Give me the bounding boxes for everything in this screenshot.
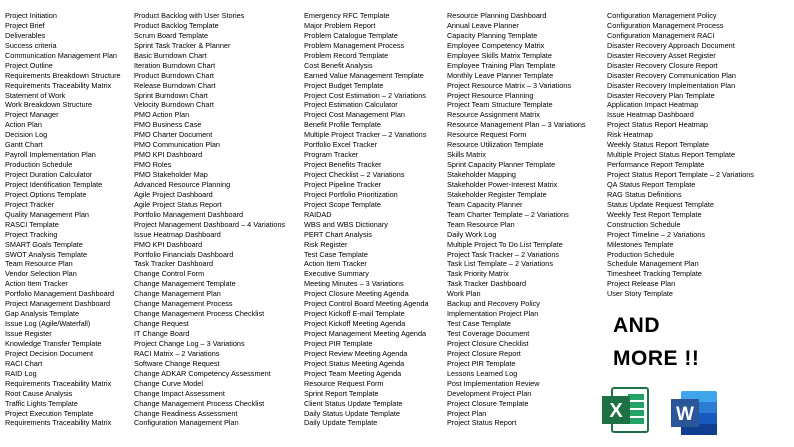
template-list-item: Test Case Template: [304, 249, 368, 259]
template-list-item: Project Resource Planning: [447, 90, 534, 100]
template-list-item: Project Outline: [5, 60, 53, 70]
template-list-item: Application Impact Heatmap: [607, 100, 699, 110]
template-list-item: Client Status Update Template: [304, 398, 403, 408]
template-list-item: Project Status Report: [447, 418, 517, 428]
template-list-item: User Story Template: [607, 289, 673, 299]
template-list-column-2: [134, 11, 302, 428]
template-list-item: Statement of Work: [5, 90, 66, 100]
template-list-item: Project Pipeline Tracker: [304, 179, 382, 189]
template-list-item: Agile Project Dashboard: [134, 189, 213, 199]
template-list-item: Software Change Request: [134, 358, 220, 368]
template-list-item: Release Burndown Chart: [134, 80, 216, 90]
and-more-line-2: MORE !!: [613, 347, 700, 370]
and-more-callout: [613, 310, 733, 374]
template-list-item: Backup and Recovery Policy: [447, 299, 540, 309]
template-list-column-3: [304, 11, 446, 428]
template-list-item: Portfolio Management Dashboard: [5, 289, 115, 299]
template-list-item: PMO Roles: [134, 160, 172, 170]
template-list-item: Traffic Lights Template: [5, 398, 78, 408]
template-list-item: Change Readiness Assessment: [134, 408, 238, 418]
template-list-item: IT Change Board: [134, 329, 190, 338]
template-list-item: Construction Schedule: [607, 219, 681, 229]
template-list-item: Problem Catalogue Template: [304, 30, 398, 40]
template-list-item: RAID Log: [5, 368, 37, 378]
template-list-item: Performance Report Template: [607, 160, 705, 170]
template-list-item: Production Schedule: [607, 249, 675, 259]
template-list-item: Change Management Plan: [134, 289, 221, 299]
template-list-item: Gantt Chart: [5, 140, 43, 150]
template-list-item: Team Resource Plan: [5, 259, 73, 269]
word-icon-letter: W: [676, 404, 694, 425]
template-list-item: Deliverables: [5, 30, 46, 40]
template-list-item: Project Tracker: [5, 199, 55, 209]
template-list-item: Timesheet Tracking Template: [607, 269, 702, 279]
template-list-item: Daily Status Update Template: [304, 408, 400, 418]
template-list-item: Disaster Recovery Asset Register: [607, 50, 716, 60]
template-list-item: Sprint Capacity Planner Template: [447, 160, 556, 170]
template-list-item: Product Backlog Template: [134, 20, 219, 30]
template-list-item: Milestones Template: [607, 239, 674, 249]
template-list-item: Lessons Learned Log: [447, 368, 518, 378]
template-list-item: PMO Charter Document: [134, 130, 213, 140]
template-list-item: Project Identification Template: [5, 179, 103, 189]
template-list-item: Resource Assignment Matrix: [447, 110, 540, 120]
template-list-item: Change Management Template: [134, 279, 236, 289]
template-list-item: QA Status Report Template: [607, 179, 696, 189]
template-list-item: Executive Summary: [304, 269, 369, 279]
template-list-item: Project Benefits Tracker: [304, 160, 382, 170]
template-list-item: Task Priority Matrix: [447, 269, 509, 279]
template-list-item: Weekly Test Report Template: [607, 209, 702, 219]
template-list-item: Emergency RFC Template: [304, 11, 390, 20]
template-list-item: Issue Register: [5, 329, 52, 338]
template-list-item: Daily Update Template: [304, 418, 378, 428]
template-list-item: Project Portfolio Prioritization: [304, 189, 398, 199]
template-list-item: Gap Analysis Template: [5, 309, 80, 319]
template-list-item: Project Team Structure Template: [447, 100, 553, 110]
template-list-item: Work Breakdown Structure: [5, 100, 93, 110]
template-list-item: Decision Log: [5, 130, 48, 140]
template-list-item: Change Curve Model: [134, 378, 203, 388]
template-list-item: Change ADKAR Competency Assessment: [134, 368, 271, 378]
template-list-item: Project Control Board Meeting Agenda: [304, 299, 429, 309]
template-list-item: Project Estimation Calculator: [304, 100, 398, 110]
template-list-item: Issue Log (Agile/Waterfall): [5, 319, 91, 329]
template-list-item: Action Plan: [5, 120, 42, 130]
template-list-item: RACI Matrix – 2 Variations: [134, 348, 220, 358]
template-list-item: Requirements Breakdown Structure: [5, 70, 121, 80]
template-list-item: Configuration Management RACI: [607, 30, 715, 40]
template-list-item: Project Options Template: [5, 189, 87, 199]
template-list-item: Knowledge Transfer Template: [5, 338, 102, 348]
template-list-item: Project Closure Checklist: [447, 338, 529, 348]
template-list-item: Status Update Request Template: [607, 199, 714, 209]
template-list-column-5: [607, 11, 794, 299]
template-list-item: Multiple Project Status Report Template: [607, 150, 736, 160]
template-list-item: PMO KPI Dashboard: [134, 150, 203, 160]
template-list-item: Project Closure Meeting Agenda: [304, 289, 409, 299]
template-list-item: Problem Management Process: [304, 40, 405, 50]
template-list-item: Task Tracker Dashboard: [134, 259, 214, 269]
template-list-item: Configuration Management Plan: [134, 418, 239, 428]
template-list-column-4: [447, 11, 607, 428]
template-list-item: Stakeholder Mapping: [447, 170, 516, 179]
template-list-item: Project Management Dashboard: [5, 299, 111, 309]
template-list-item: Program Tracker: [304, 150, 359, 160]
template-list-item: Multiple Project To Do List Template: [447, 239, 563, 249]
template-list-item: Schedule Management Plan: [607, 259, 699, 269]
template-list-item: Portfolio Management Dashboard: [134, 209, 244, 219]
template-list-item: Resource Planning Dashboard: [447, 11, 547, 20]
template-list-item: Project Change Log – 3 Variations: [134, 338, 245, 348]
template-list-item: Project Closure Template: [447, 398, 529, 408]
template-list-item: Resource Management Plan – 3 Variations: [447, 120, 586, 130]
template-list-item: Employee Competency Matrix: [447, 40, 545, 50]
template-list-item: Requirements Traceability Matrix: [5, 80, 112, 90]
template-list-item: Issue Heatmap Dashboard: [134, 229, 221, 239]
template-list-item: Project Decision Document: [5, 348, 94, 358]
template-list-item: Sprint Burndown Chart: [134, 90, 208, 100]
template-list-item: Skills Matrix: [447, 150, 486, 160]
template-list-item: Project Team Meeting Agenda: [304, 368, 402, 378]
template-list-item: Root Cause Analysis: [5, 388, 73, 398]
word-icon: [667, 387, 719, 439]
template-list-item: Team Charter Template – 2 Variations: [447, 209, 569, 219]
template-list-item: Earned Value Management Template: [304, 70, 424, 80]
template-list-item: Project Resource Matrix – 3 Variations: [447, 80, 571, 90]
template-list-item: Basic Burndown Chart: [134, 50, 207, 60]
template-list-item: Risk Heatmap: [607, 130, 653, 140]
template-list-item: Portfolio Excel Tracker: [304, 140, 377, 150]
template-list-item: RASCI Template: [5, 219, 59, 229]
template-list-item: Project Management Dashboard – 4 Variations: [134, 219, 286, 229]
template-list-item: PMO Stakeholder Map: [134, 170, 208, 179]
template-list-item: Project Budget Template: [304, 80, 384, 90]
template-list-item: Test Case Template: [447, 319, 511, 329]
template-list-item: Project Brief: [5, 20, 45, 30]
template-list-item: Action Item Tracker: [304, 259, 367, 269]
template-list-item: Daily Work Log: [447, 229, 497, 239]
template-list-item: Change Management Process Checklist: [134, 398, 265, 408]
template-list-item: Project Status Meeting Agenda: [304, 358, 405, 368]
template-list-item: PMO Action Plan: [134, 110, 190, 120]
template-list-item: Benefit Profile Template: [304, 120, 381, 130]
template-list-item: Task List Template – 2 Variations: [447, 259, 553, 269]
template-list-item: Project Management Meeting Agenda: [304, 329, 427, 338]
template-list-item: Change Impact Assessment: [134, 388, 225, 398]
template-list-item: Team Capacity Planner: [447, 199, 523, 209]
template-list-item: PMO KPI Dashboard: [134, 239, 203, 249]
template-list-item: Configuration Management Process: [607, 20, 724, 30]
template-list-item: Velocity Burndown Chart: [134, 100, 214, 110]
template-list-item: Change Management Process: [134, 299, 233, 309]
template-list-item: Project Review Meeting Agenda: [304, 348, 408, 358]
template-list-item: WBS and WBS Dictionary: [304, 219, 388, 229]
template-list-item: Cost Benefit Analysis: [304, 60, 373, 70]
template-list-item: Resource Request Form: [304, 378, 384, 388]
template-list-item: Sprint Task Tracker & Planner: [134, 40, 231, 50]
template-list-item: SMART Goals Template: [5, 239, 83, 249]
template-list-item: Project Execution Template: [5, 408, 94, 418]
template-list-item: Requirements Traceability Matrix: [5, 378, 112, 388]
template-list-item: Risk Register: [304, 239, 348, 249]
template-list-item: Quality Management Plan: [5, 209, 89, 219]
template-list-item: RAG Status Definitions: [607, 189, 682, 199]
template-list-item: Employee Training Plan Template: [447, 60, 556, 70]
template-list-item: Production Schedule: [5, 160, 73, 170]
template-list-item: Project Scope Template: [304, 199, 381, 209]
template-list-item: Project Plan: [447, 408, 487, 418]
template-list-item: Project PIR Template: [304, 338, 373, 348]
template-list-item: Project Timeline – 2 Variations: [607, 229, 706, 239]
template-list-item: Product Burndown Chart: [134, 70, 214, 80]
template-list-item: Project Checklist – 2 Variations: [304, 170, 405, 179]
template-list-item: Capacity Planning Template: [447, 30, 538, 40]
template-list-item: Project Duration Calculator: [5, 170, 93, 179]
template-list-item: Resource Request Form: [447, 130, 527, 140]
template-list-item: Weekly Status Report Template: [607, 140, 709, 150]
template-list-item: Disaster Recovery Communication Plan: [607, 70, 736, 80]
template-list-item: Project Kickoff Meeting Agenda: [304, 319, 406, 329]
template-list-item: Disaster Recovery Closure Report: [607, 60, 718, 70]
template-list-item: Project Status Report Template – 2 Variations: [607, 170, 754, 179]
template-list-item: Work Plan: [447, 289, 481, 299]
template-list-item: Annual Leave Planner: [447, 20, 519, 30]
template-list-item: SWOT Analysis Template: [5, 249, 88, 259]
template-list-item: Project PIR Template: [447, 358, 516, 368]
template-list-item: Portfolio Financials Dashboard: [134, 249, 234, 259]
template-list-item: RAIDAD: [304, 209, 332, 219]
template-list-item: Multiple Project Tracker – 2 Variations: [304, 130, 427, 140]
template-list-item: Disaster Recovery Approach Document: [607, 40, 735, 50]
template-list-item: Configuration Management Policy: [607, 11, 717, 20]
template-list-item: Product Backlog with User Stories: [134, 11, 245, 20]
template-list-item: PERT Chart Analysis: [304, 229, 372, 239]
template-list-item: Employee Skills Matrix Template: [447, 50, 552, 60]
template-list-item: Action Item Tracker: [5, 279, 68, 289]
template-list-item: Advanced Resource Planning: [134, 179, 231, 189]
template-list-item: Agile Project Status Report: [134, 199, 222, 209]
template-list-item: Post Implementation Review: [447, 378, 540, 388]
template-list-item: Requirements Traceability Matrix: [5, 418, 112, 428]
template-list-item: Change Control Form: [134, 269, 205, 279]
template-list-item: Monthly Leave Planner Template: [447, 70, 554, 80]
template-list-item: Stakeholder Register Template: [447, 189, 547, 199]
template-list-item: Project Release Plan: [607, 279, 676, 289]
template-list-item: Problem Record Template: [304, 50, 389, 60]
template-list-item: Task Tracker Dashboard: [447, 279, 527, 289]
and-more-line-1: AND: [613, 314, 660, 337]
template-list-item: Project Kickoff E-mail Template: [304, 309, 405, 319]
template-list-item: Meeting Minutes – 3 Variations: [304, 279, 404, 289]
template-list-item: Success criteria: [5, 40, 57, 50]
template-list-item: Issue Heatmap Dashboard: [607, 110, 694, 120]
template-list-item: Disaster Recovery Implementation Plan: [607, 80, 736, 90]
template-list-item: Disaster Recovery Plan Template: [607, 90, 715, 100]
template-list-item: Project Cost Management Plan: [304, 110, 405, 120]
template-list-item: Project Manager: [5, 110, 59, 120]
template-list-item: Development Project Plan: [447, 388, 532, 398]
template-list-item: Communication Management Plan: [5, 50, 117, 60]
template-list-item: Project Tracking: [5, 229, 58, 239]
template-list-item: PMO Communication Plan: [134, 140, 220, 150]
template-list-item: PMO Business Case: [134, 120, 202, 130]
excel-icon-letter: X: [609, 400, 623, 422]
template-list-item: Payroll Implementation Plan: [5, 150, 96, 160]
template-list-item: Change Request: [134, 319, 189, 329]
template-list-item: Project Cost Estimation – 2 Variations: [304, 90, 426, 100]
template-list-item: Iteration Burndown Chart: [134, 60, 216, 70]
template-list-item: Project Status Report Heatmap: [607, 120, 708, 130]
template-list-item: Major Problem Report: [304, 20, 376, 30]
template-list-item: Team Resource Plan: [447, 219, 515, 229]
template-list-item: Resource Utilization Template: [447, 140, 544, 150]
template-list-item: Scrum Board Template: [134, 30, 209, 40]
template-list-item: Project Task Tracker – 2 Variations: [447, 249, 560, 259]
template-list-item: Project Closure Report: [447, 348, 521, 358]
template-list-item: Change Management Process Checklist: [134, 309, 265, 319]
excel-icon: [598, 384, 650, 436]
template-list-item: Implementation Project Plan: [447, 309, 539, 319]
template-list-item: RACI Chart: [5, 358, 43, 368]
template-list-item: Vendor Selection Plan: [5, 269, 77, 279]
template-list-item: Test Coverage Document: [447, 329, 530, 338]
template-list-column-1: [5, 11, 133, 428]
template-list-item: Sprint Report Template: [304, 388, 379, 398]
template-list-item: Stakeholder Power-Interest Matrix: [447, 179, 558, 189]
template-list-item: Project Initiation: [5, 11, 57, 20]
